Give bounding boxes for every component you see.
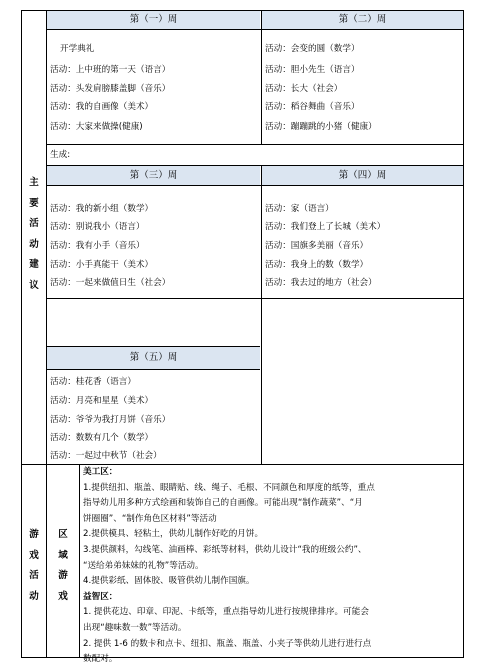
list-item: 活动：稻谷舞曲（音乐） [265, 102, 360, 112]
art-area-line: 3.提供颜料，勾线笔、油画棒、彩纸等材料，供幼儿设计“我的班级公约”、 [83, 544, 367, 555]
table-border-top [21, 10, 464, 11]
list-item: 活动：桂花香（语言） [50, 377, 136, 387]
list-item: 活动：一起来做值日生（社会） [50, 278, 171, 288]
rule [46, 10, 47, 658]
week2-header [262, 11, 463, 29]
list-item: 活动：我去过的地方（社会） [265, 278, 377, 288]
list-item: 活动：胆小先生（语言） [265, 65, 360, 75]
birthday-label: 生成: [50, 150, 71, 160]
art-area-line: 饼圈圈”、“制作角色区材料”等活动 [83, 513, 217, 524]
week3-title: 第（三）周 [129, 170, 178, 181]
week3-header [47, 166, 260, 185]
list-item: 活动：我有小手（音乐） [50, 241, 145, 251]
rule [46, 29, 464, 30]
rule [46, 165, 464, 166]
math-area-line: 出现“趣味数一数”等活动。 [83, 622, 187, 633]
week1-title: 第（一）周 [129, 14, 178, 25]
week4-title: 第（四）周 [338, 170, 387, 181]
math-area-line: 1. 提供花边、印章、印泥、卡纸等，重点指导幼儿进行按规律排序。可能会 [83, 607, 369, 618]
list-item: 活动：国旗多美丽（音乐） [265, 241, 369, 251]
main-activities-label: 主 要 活 动 建 议 [29, 177, 39, 291]
list-item: 活动：我们登上了长城（美术） [265, 222, 386, 232]
rule [46, 298, 464, 299]
list-item: 活动：爷爷为我打月饼（音乐） [50, 415, 171, 425]
list-item: 活动：别说我小（语言） [50, 222, 145, 232]
rule [261, 165, 262, 465]
art-area-line: 指导幼儿用多种方式绘画和装饰自己的自画像。可能出现“制作蔬菜”、“月 [83, 498, 363, 509]
list-item: 活动：蹦蹦跳的小猪（健康） [265, 122, 377, 132]
list-item: 活动：我的新小组（数学） [50, 204, 154, 214]
art-area-line: 2.提供模具、轻粘土，供幼儿制作好吃的月饼。 [83, 529, 264, 540]
list-item: 活动：小手真能干（美术） [50, 260, 154, 270]
rule [46, 369, 260, 370]
list-item: 开学典礼 [60, 44, 95, 54]
table-border-left [21, 10, 22, 658]
week1-header [47, 11, 260, 29]
area-games-label: 区 域 游 戏 [58, 529, 68, 602]
list-item: 活动：家（语言） [265, 204, 334, 214]
week2-title: 第（二）周 [338, 14, 387, 25]
art-area-line: 1.提供纽扣、瓶盖、眼睛贴、线、绳子、毛根、不同颜色和厚度的纸等，重点 [83, 482, 375, 493]
list-item: 活动：会变的圆（数学） [265, 44, 360, 54]
rule [261, 10, 262, 144]
list-item: 活动：数数有几个（数学） [50, 433, 154, 443]
list-item: 活动：我的自画像（美术） [50, 102, 154, 112]
list-item: 活动：一起过中秋节（社会） [50, 451, 162, 461]
rule [46, 144, 464, 145]
rule [46, 185, 464, 186]
art-area-line: “送给弟弟妹妹的礼物”等活动。 [83, 560, 204, 571]
area-games-content [83, 465, 461, 668]
list-item: 活动：头发肩膀膝盖脚（音乐） [50, 84, 171, 94]
table-border-right [463, 10, 464, 658]
list-item: 活动：长大（社会） [265, 84, 343, 94]
rule [79, 464, 80, 658]
list-item: 活动：我身上的数（数学） [265, 260, 369, 270]
list-item: 活动：大家来做操(健康) [50, 122, 143, 132]
art-area-heading: 美工区： [83, 467, 118, 477]
list-item: 活动：上中班的第一天（语言） [50, 65, 171, 75]
art-area-line: 4.提供彩纸、固体胶、吸管供幼儿制作国旗。 [83, 576, 255, 587]
week5-title: 第（五）周 [129, 352, 178, 363]
math-area-line: 2. 提供 1-6 的数卡和点卡、纽扣、瓶盖、瓶盖、小夹子等供幼儿进行进行点 [83, 638, 372, 649]
week4-header [262, 166, 463, 185]
rule [46, 346, 260, 347]
list-item: 活动：月亮和星星（美术） [50, 396, 154, 406]
math-area-heading: 益智区： [83, 591, 118, 602]
week5-header [47, 347, 260, 369]
game-activities-label: 游 戏 活 动 [29, 529, 39, 602]
math-area-line: 数配对。 [83, 654, 118, 665]
